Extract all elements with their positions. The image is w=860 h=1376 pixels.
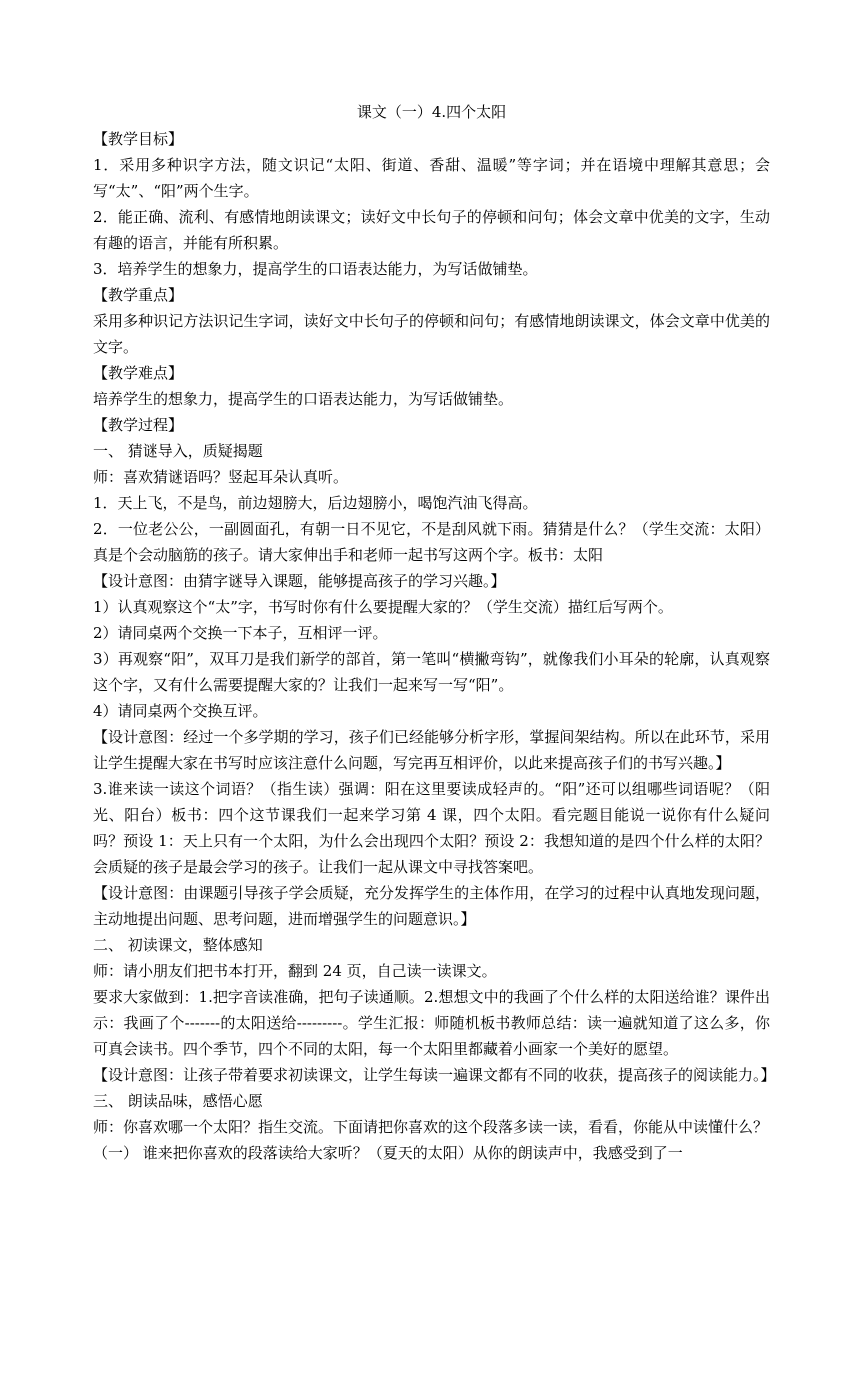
paragraph: 【教学过程】 xyxy=(93,416,184,434)
paragraph: 3．培养学生的想象力，提高学生的口语表达能力，为写话做铺垫。 xyxy=(93,260,538,278)
paragraph: 【教学重点】 xyxy=(93,286,184,304)
paragraph: 师：你喜欢哪一个太阳？指生交流。下面请把你喜欢的这个段落多读一读，看看，你能从中读懂什么？ xyxy=(93,1118,769,1136)
paragraph: 【设计意图：经过一个多学期的学习，孩子们已经能够分析字形，掌握间架结构。所以在此环节，采用让学生提醒大家在书写时应该注意什么问题，写完再互相评价，以此来提高孩子们的书写兴趣。】 xyxy=(93,728,770,772)
document-page xyxy=(93,98,776,1166)
paragraph: 【设计意图：由猜字谜导入课题，能够提高孩子的学习兴趣。】 xyxy=(93,572,506,590)
paragraph: 师：喜欢猜谜语吗？竖起耳朵认真听。 xyxy=(93,468,349,486)
paragraph: 三、 朗读品味，感悟心愿 xyxy=(93,1092,263,1110)
paragraph: 1．天上飞，不是鸟，前边翅膀大，后边翅膀小，喝饱汽油飞得高。 xyxy=(93,494,538,512)
document-title: 课文（一）4.四个太阳 xyxy=(356,103,507,121)
paragraph: 2）请同桌两个交换一下本子，互相评一评。 xyxy=(93,624,388,642)
paragraph: 【设计意图：让孩子带着要求初读课文，让学生每读一遍课文都有不同的收获，提高孩子的阅读能力。】 xyxy=(93,1066,776,1084)
paragraph: 采用多种识记方法识记生字词，读好文中长句子的停顿和问句；有感情地朗读课文，体会文章中优美的文字。 xyxy=(93,312,770,356)
paragraph: （一） 谁来把你喜欢的段落读给大家听？（夏天的太阳）从你的朗读声中，我感受到了一 xyxy=(93,1144,683,1162)
paragraph: 要求大家做到：1.把字音读准确，把句子读通顺。2.想想文中的我画了个什么样的太阳送给谁？课件出示：我画了个-------的太阳送给---------。学生汇报：师随机板书教师总结：读一遍就知道了这么多，你可真会读书。四个季节，四个不同的太阳，每一个太阳里都藏着小画家一个美好的愿望。 xyxy=(93,988,770,1058)
paragraph: 3.谁来读一读这个词语？（指生读）强调：阳在这里要读成轻声的。“阳”还可以组哪些词语呢？（阳光、阳台）板书：四个这节课我们一起来学习第 4 课，四个太阳。看完题目能说一说你有什么疑问吗？预设 1：天上只有一个太阳，为什么会出现四个太阳？预设 2：我想知道的是四个什么样的太阳？会质疑的孩子是最会学习的孩子。让我们一起从课文中寻找答案吧。 xyxy=(93,780,770,876)
paragraph: 【教学难点】 xyxy=(93,364,184,382)
paragraph: 2．能正确、流利、有感情地朗读课文；读好文中长句子的停顿和问句；体会文章中优美的文字，生动有趣的语言，并能有所积累。 xyxy=(93,208,770,252)
paragraph: 培养学生的想象力，提高学生的口语表达能力，为写话做铺垫。 xyxy=(93,390,514,408)
paragraph: 师：请小朋友们把书本打开，翻到 24 页，自己读一读课文。 xyxy=(93,962,497,980)
paragraph: 1）认真观察这个“太”字，书写时你有什么要提醒大家的？（学生交流）描红后写两个。 xyxy=(93,598,673,616)
paragraph: 3）再观察“阳”，双耳刀是我们新学的部首，第一笔叫“横撇弯钩”，就像我们小耳朵的轮廓，认真观察这个字，又有什么需要提醒大家的？让我们一起来写一写“阳”。 xyxy=(93,650,770,694)
paragraph: 二、 初读课文，整体感知 xyxy=(93,936,263,954)
paragraph: 4）请同桌两个交换互评。 xyxy=(93,702,268,720)
paragraph: 【设计意图：由课题引导孩子学会质疑，充分发挥学生的主体作用，在学习的过程中认真地发现问题，主动地提出问题、思考问题，进而增强学生的问题意识。】 xyxy=(93,884,770,928)
paragraph: 一、 猜谜导入，质疑揭题 xyxy=(93,442,263,460)
paragraph: 2．一位老公公，一副圆面孔，有朝一日不见它，不是刮风就下雨。猜猜是什么？（学生交流：太阳）真是个会动脑筋的孩子。请大家伸出手和老师一起书写这两个字。板书：太阳 xyxy=(93,520,770,564)
document-body xyxy=(93,126,776,1166)
paragraph: 【教学目标】 xyxy=(93,130,184,148)
paragraph: 1．采用多种识字方法，随文识记“太阳、街道、香甜、温暖”等字词；并在语境中理解其意思；会写“太”、“阳”两个生字。 xyxy=(93,156,770,200)
